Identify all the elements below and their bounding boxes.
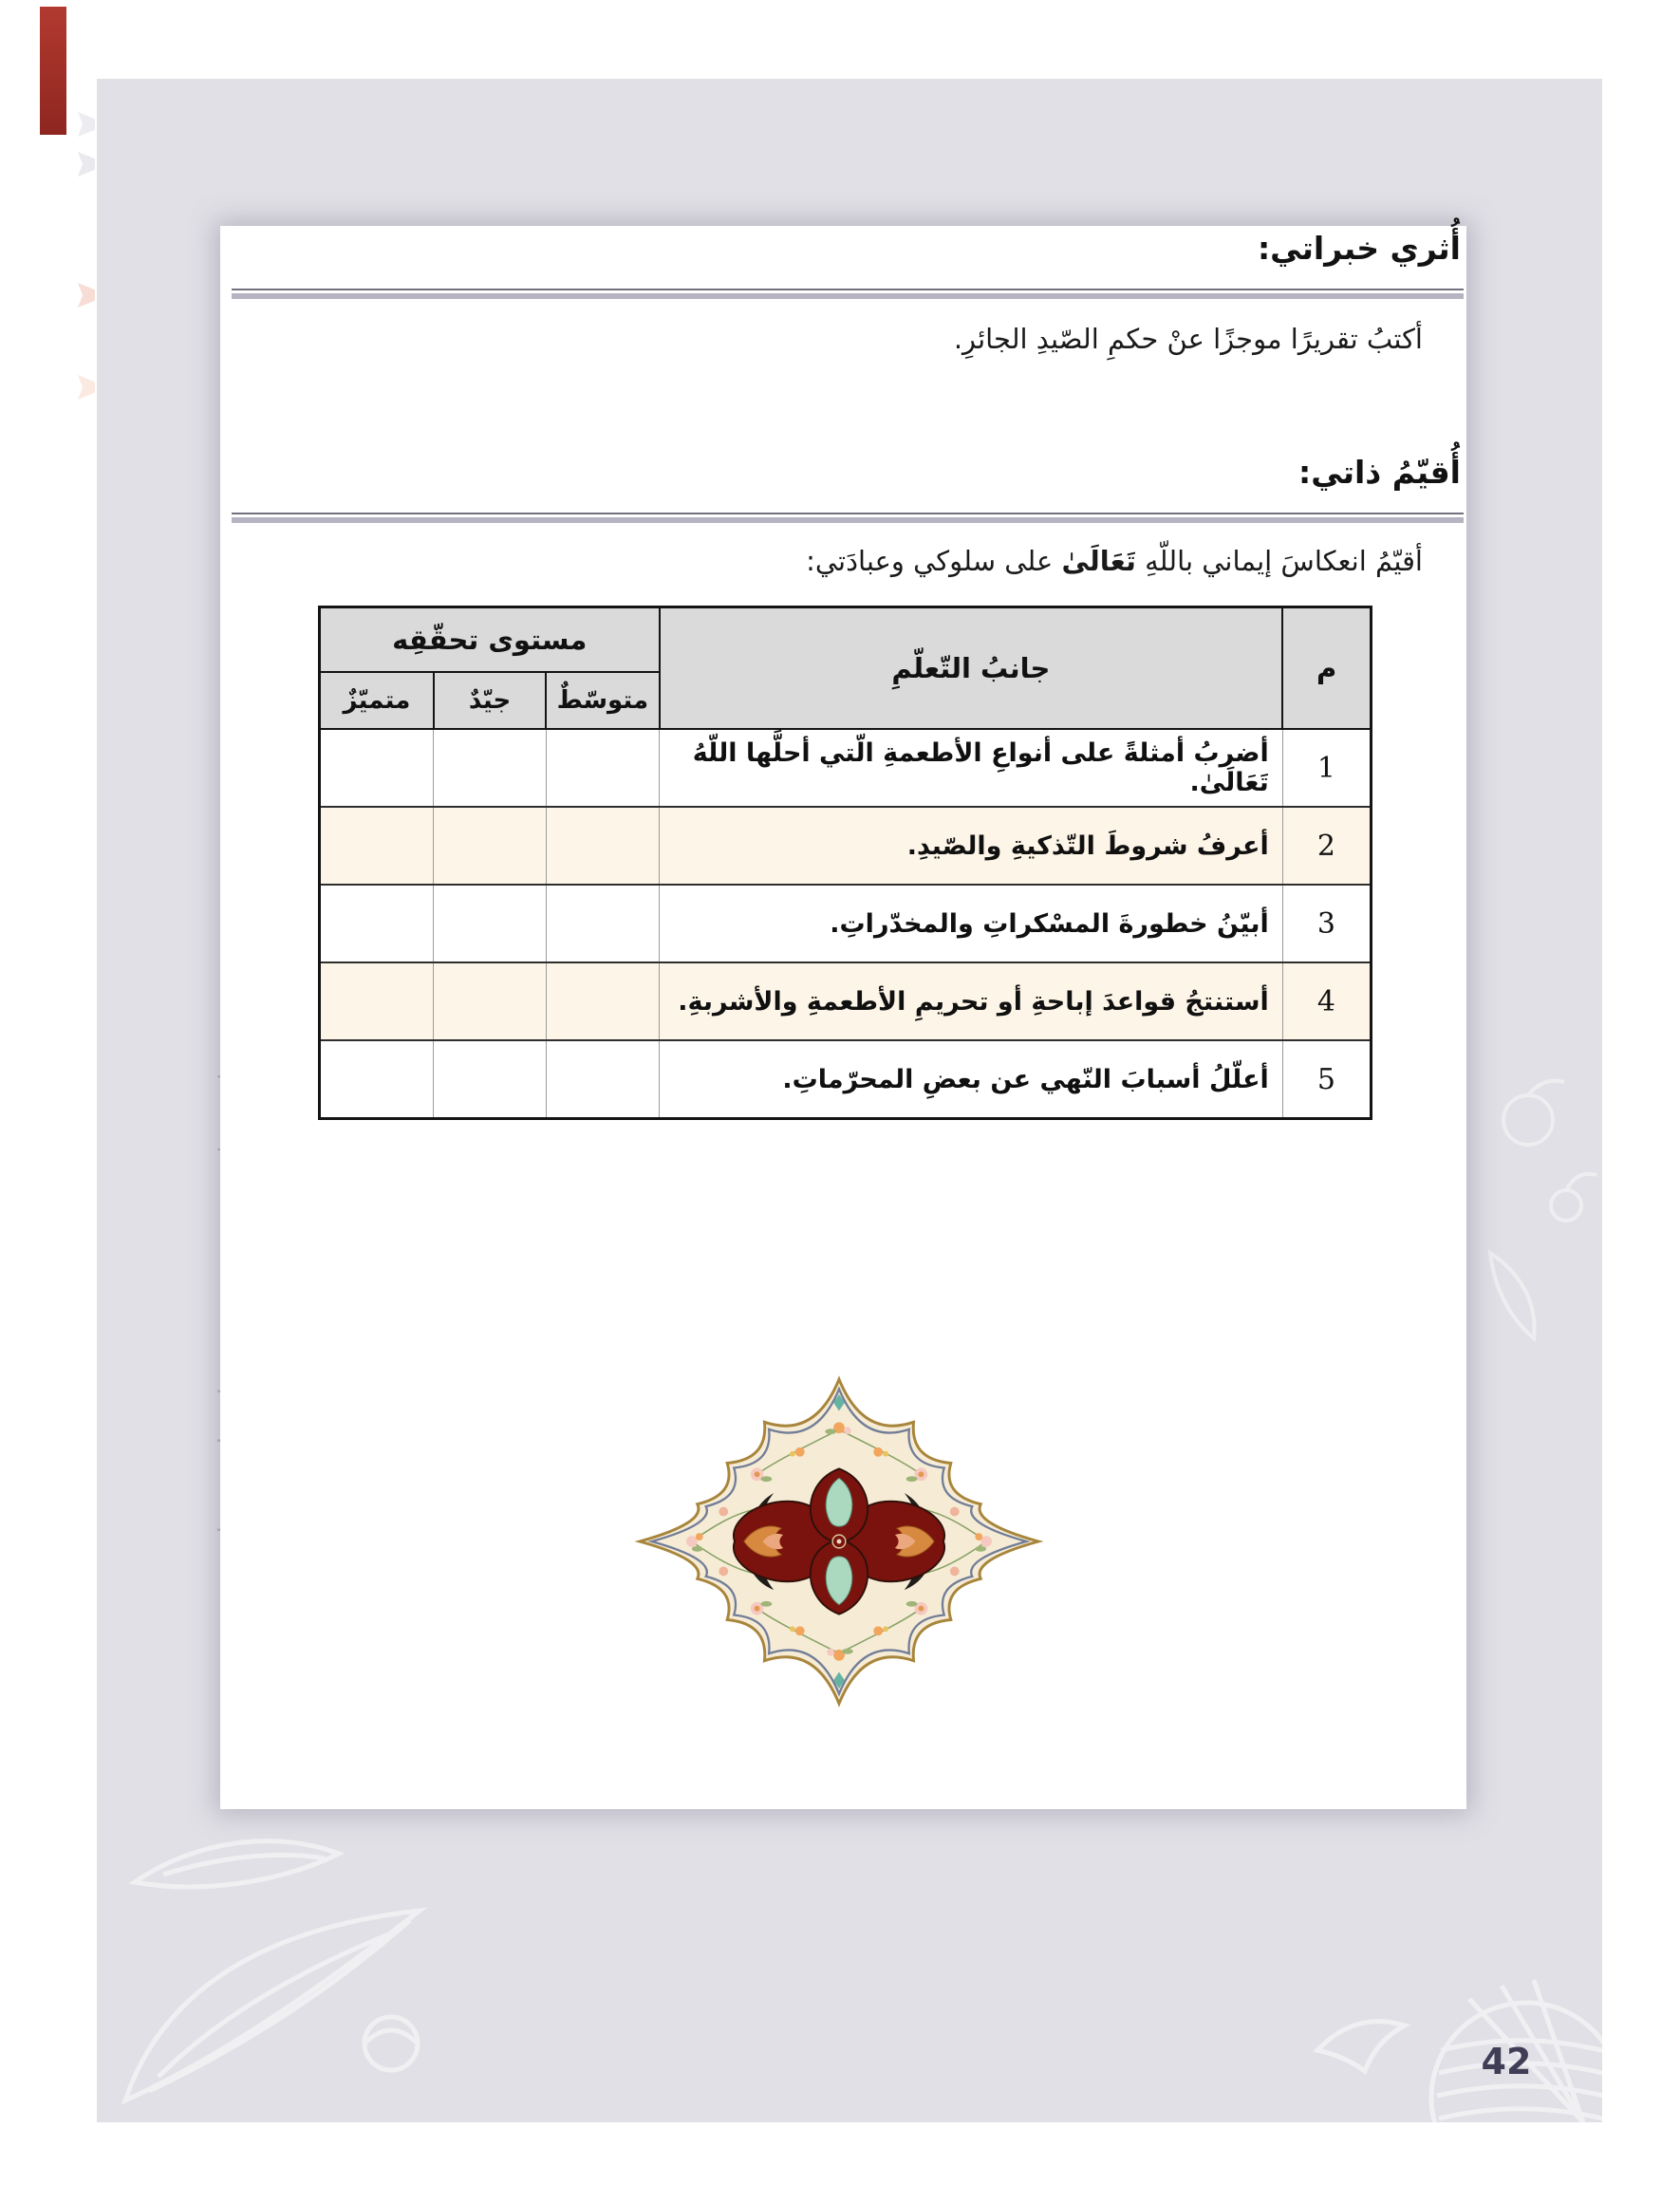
row-aspect: أضربُ أمثلةً على أنواعِ الأطعمةِ الّتي أحلَّها اللّهُ تَعَالَىٰ. — [660, 729, 1283, 807]
header-level-average: متوسّطٌ — [546, 672, 659, 729]
assessment-table — [318, 606, 1372, 1120]
edge-leaf-mark — [78, 112, 95, 137]
header-number: م — [1282, 607, 1371, 730]
row-aspect: أبيّنُ خطورةَ المسْكراتِ والمخدّراتِ. — [660, 885, 1283, 962]
section-enrich-heading: أُثري خبراتي: — [1257, 230, 1461, 267]
level-cell-average — [546, 1040, 659, 1119]
enrich-body-text: أكتبُ تقريرًا موجزًا عنْ حكمِ الصّيدِ الجائرِ. — [953, 323, 1423, 355]
level-cell-average — [546, 807, 659, 885]
floral-pattern-right-edge — [1452, 1063, 1602, 1357]
self-assess-body-prefix: أقيّمُ انعكاسَ إيماني باللّهِ — [1135, 545, 1423, 577]
row-number: 5 — [1282, 1040, 1371, 1119]
level-cell-excellent — [320, 729, 434, 807]
row-number: 3 — [1282, 885, 1371, 962]
row-aspect: أعلّلُ أسبابَ النّهي عن بعضِ المحرّماتِ. — [660, 1040, 1283, 1119]
level-cell-average — [546, 729, 659, 807]
row-number: 4 — [1282, 962, 1371, 1040]
header-level-good: جيّدٌ — [434, 672, 546, 729]
section-self-assess-heading: أُقيّمُ ذاتي: — [1298, 454, 1461, 491]
unit-color-tab — [40, 7, 66, 135]
allah-taala-word: تَعَالَىٰ — [1061, 545, 1136, 577]
assessment-table-body — [320, 729, 1372, 1119]
header-achievement-level: مستوى تحقّقِه — [320, 607, 660, 673]
level-cell-good — [434, 1040, 546, 1119]
level-cell-good — [434, 885, 546, 962]
page-background-sheet — [97, 79, 1602, 2122]
row-aspect: أعرفُ شروطَ التّذكيةِ والصّيدِ. — [660, 807, 1283, 885]
level-cell-excellent — [320, 807, 434, 885]
edge-leaf-mark — [78, 375, 95, 400]
row-aspect: أستنتجُ قواعدَ إباحةِ أو تحريمِ الأطعمةِ والأشربةِ. — [660, 962, 1283, 1040]
floral-pattern-bottom-left — [106, 1768, 457, 2119]
level-cell-excellent — [320, 1040, 434, 1119]
table-row — [320, 807, 1372, 885]
self-assess-body-suffix: على سلوكي وعبادَتي: — [806, 545, 1062, 577]
table-row — [320, 962, 1372, 1040]
page-number: 42 — [1481, 2041, 1532, 2082]
level-cell-excellent — [320, 885, 434, 962]
table-row — [320, 1040, 1372, 1119]
table-row — [320, 729, 1372, 807]
row-number: 1 — [1282, 729, 1371, 807]
level-cell-good — [434, 807, 546, 885]
header-learning-aspect: جانبُ التّعلّمِ — [660, 607, 1283, 730]
table-row — [320, 885, 1372, 962]
level-cell-excellent — [320, 962, 434, 1040]
edge-leaf-mark — [78, 283, 95, 308]
floral-pattern-bottom-right — [1298, 1936, 1602, 2122]
heading-rule — [232, 513, 1464, 523]
level-cell-average — [546, 885, 659, 962]
content-panel — [220, 226, 1466, 1809]
self-assess-body-text — [806, 545, 1423, 577]
level-cell-good — [434, 962, 546, 1040]
level-cell-average — [546, 962, 659, 1040]
row-number: 2 — [1282, 807, 1371, 885]
edge-leaf-mark — [78, 152, 95, 177]
header-level-excellent: متميّزٌ — [320, 672, 434, 729]
heading-rule — [232, 289, 1464, 299]
arabesque-ornament — [634, 1370, 1044, 1713]
level-cell-good — [434, 729, 546, 807]
